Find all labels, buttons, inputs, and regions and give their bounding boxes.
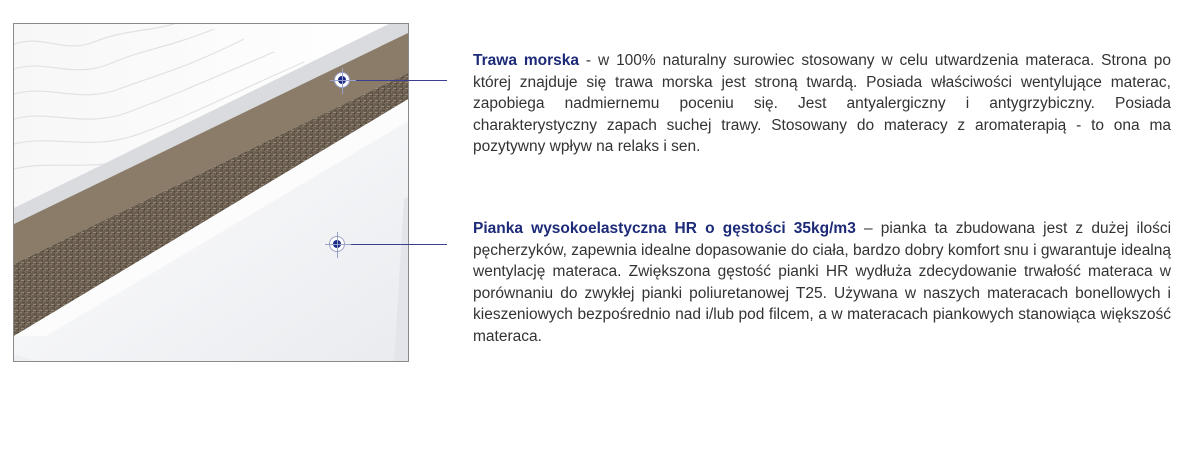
hr-foam-description xyxy=(473,218,1171,347)
seagrass-term: Trawa morska xyxy=(473,52,579,69)
hr-foam-leader-line xyxy=(337,244,447,245)
seagrass-marker-icon xyxy=(334,72,350,88)
hr-foam-text: pianka ta zbudowana jest z dużej ilości pęcherzyków, zapewnia idealne dopasowanie do ciała, bardzo dobry komfort snu i gwarantuje idealną wentylację materaca. Zwiększona gęstość pianki HR wydłuża zdecydowanie trwałość materaca w porównaniu do zwykłej pianki poliuretanowej T25. Używana w naszych materacach bonellowych i kieszeniowych bezpośrednio nad i/lub pod filcem, a w materacach piankowych stanowiąca większość materaca. xyxy=(473,220,1172,345)
seagrass-text: w 100% naturalny surowiec stosowany w celu utwardzenia materaca. Strona po której znajduje się trawa morska jest stroną twardą. Posiada właściwości wentylujące materac, zapobiega nadmiernemu poceniu się. Jest antyalergiczny i antygrzybiczny. Posiada charakterystyczny zapach suchej trawy. Stosowany do materacy z aromaterapią - to ona ma pozytywny wpływ na relaks i sen. xyxy=(473,52,1171,155)
hr-foam-marker-icon xyxy=(329,236,345,252)
seagrass-leader-line xyxy=(342,80,447,81)
seagrass-description xyxy=(473,50,1171,158)
mattress-cross-section-image xyxy=(13,23,409,362)
hr-foam-term: Pianka wysokoelastyczna HR o gęstości 35kg/m3 xyxy=(473,220,856,237)
seagrass-separator: - xyxy=(579,52,598,69)
hr-foam-separator: – xyxy=(855,220,881,237)
